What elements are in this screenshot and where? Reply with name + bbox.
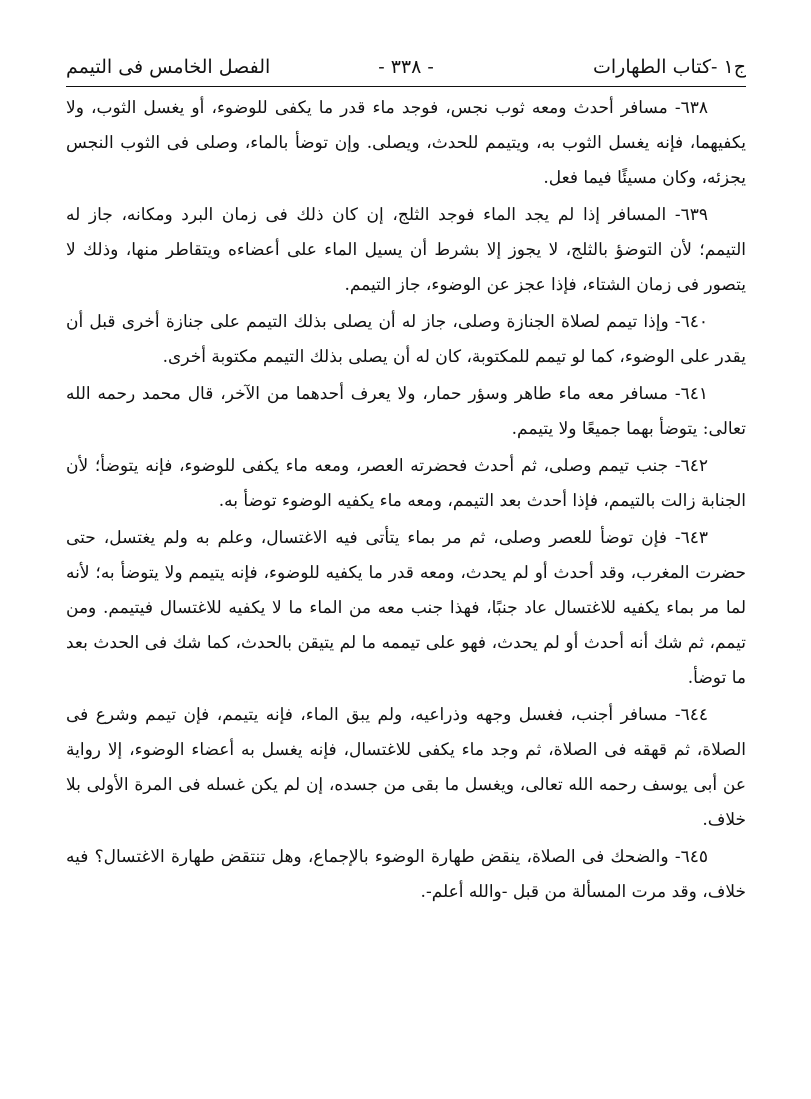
paragraph-645: ٦٤٥- والضحك فى الصلاة، ينقض طهارة الوضوء بالإجماع، وهل تنتقض طهارة الاغتسال؟ فيه خلاف، وقد مرت المسألة من قبل -والله أعلم-. — [66, 847, 746, 902]
paragraph-639: ٦٣٩- المسافر إذا لم يجد الماء فوجد الثلج، إن كان ذلك فى زمان البرد ومكانه، جاز له التيمم؛ لأن التوضؤ بالثلج، لا يجوز إلا بشرط أن يسيل الماء على أعضاءه ويتقاطر منها، وذلك لا يتصور فى زمان الشتاء، فإذا عجز عن الوضوء، جاز التيمم. — [66, 205, 746, 295]
running-header — [66, 50, 746, 84]
page-number: - ٣٣٨ - — [378, 56, 434, 78]
paragraph-641: ٦٤١- مسافر معه ماء طاهر وسؤر حمار، ولا يعرف أحدهما من الآخر، قال محمد رحمه الله تعالى: يتوضأ بهما جميعًا ولا يتيمم. — [66, 384, 746, 439]
paragraph-642: ٦٤٢- جنب تيمم وصلى، ثم أحدث فحضرته العصر، ومعه ماء يكفى للوضوء، فإنه يتوضأ؛ لأن الجنابة زالت بالتيمم، فإذا أحدث بعد التيمم، ومعه ماء يكفيه الوضوء توضأ به. — [66, 456, 746, 511]
document-page — [66, 50, 746, 912]
paragraph-643: ٦٤٣- فإن توضأ للعصر وصلى، ثم مر بماء يتأتى فيه الاغتسال، وعلم به ولم يغتسل، حتى حضرت المغرب، وقد أحدث أو لم يحدث، ومعه قدر ما يكفيه للوضوء، فإنه يتيمم ولا يتوضأ به؛ لأنه لما مر بماء يكفيه للاغتسال عاد جنبًا، فهذا جنب معه من الماء ما لا يكفيه للاغتسال فيتيمم. ومن تيمم، ثم شك أنه أحدث أو لم يحدث، فهو على تيممه ما لم يتيقن بالحدث، كما شك فى الحدث بعد ما توضأ. — [66, 528, 746, 688]
chapter-title: الفصل الخامس فى التيمم — [66, 56, 271, 78]
paragraph-644: ٦٤٤- مسافر أجنب، فغسل وجهه وذراعيه، ولم يبق الماء، فإنه يتيمم، فإن تيمم وشرع فى الصلاة، ثم قهقه فى الصلاة، ثم وجد ماء يكفى للاغتسال، فإنه يغسل به أعضاء الوضوء، إلا رواية عن أبى يوسف رحمه الله تعالى، ويغسل ما بقى من جسده، إن لم يكن غسله فى المرة الأولى بلا خلاف. — [66, 705, 746, 830]
body-text — [66, 91, 746, 910]
book-title: ج١ -كتاب الطهارات — [593, 56, 746, 78]
paragraph-640: ٦٤٠- وإذا تيمم لصلاة الجنازة وصلى، جاز له أن يصلى بذلك التيمم على جنازة أخرى قبل أن يقدر على الوضوء، كما لو تيمم للمكتوبة، كان له أن يصلى بذلك التيمم مكتوبة أخرى. — [66, 312, 746, 367]
header-rule — [66, 86, 746, 87]
paragraph-638: ٦٣٨- مسافر أحدث ومعه ثوب نجس، فوجد ماء قدر ما يكفى للوضوء، أو يغسل الثوب، ولا يكفيهما، فإنه يغسل الثوب به، ويتيمم للحدث، ويصلى. وإن توضأ بالماء، وصلى فى الثوب النجس يجزئه، وكان مسيئًا فيما فعل. — [66, 98, 746, 188]
